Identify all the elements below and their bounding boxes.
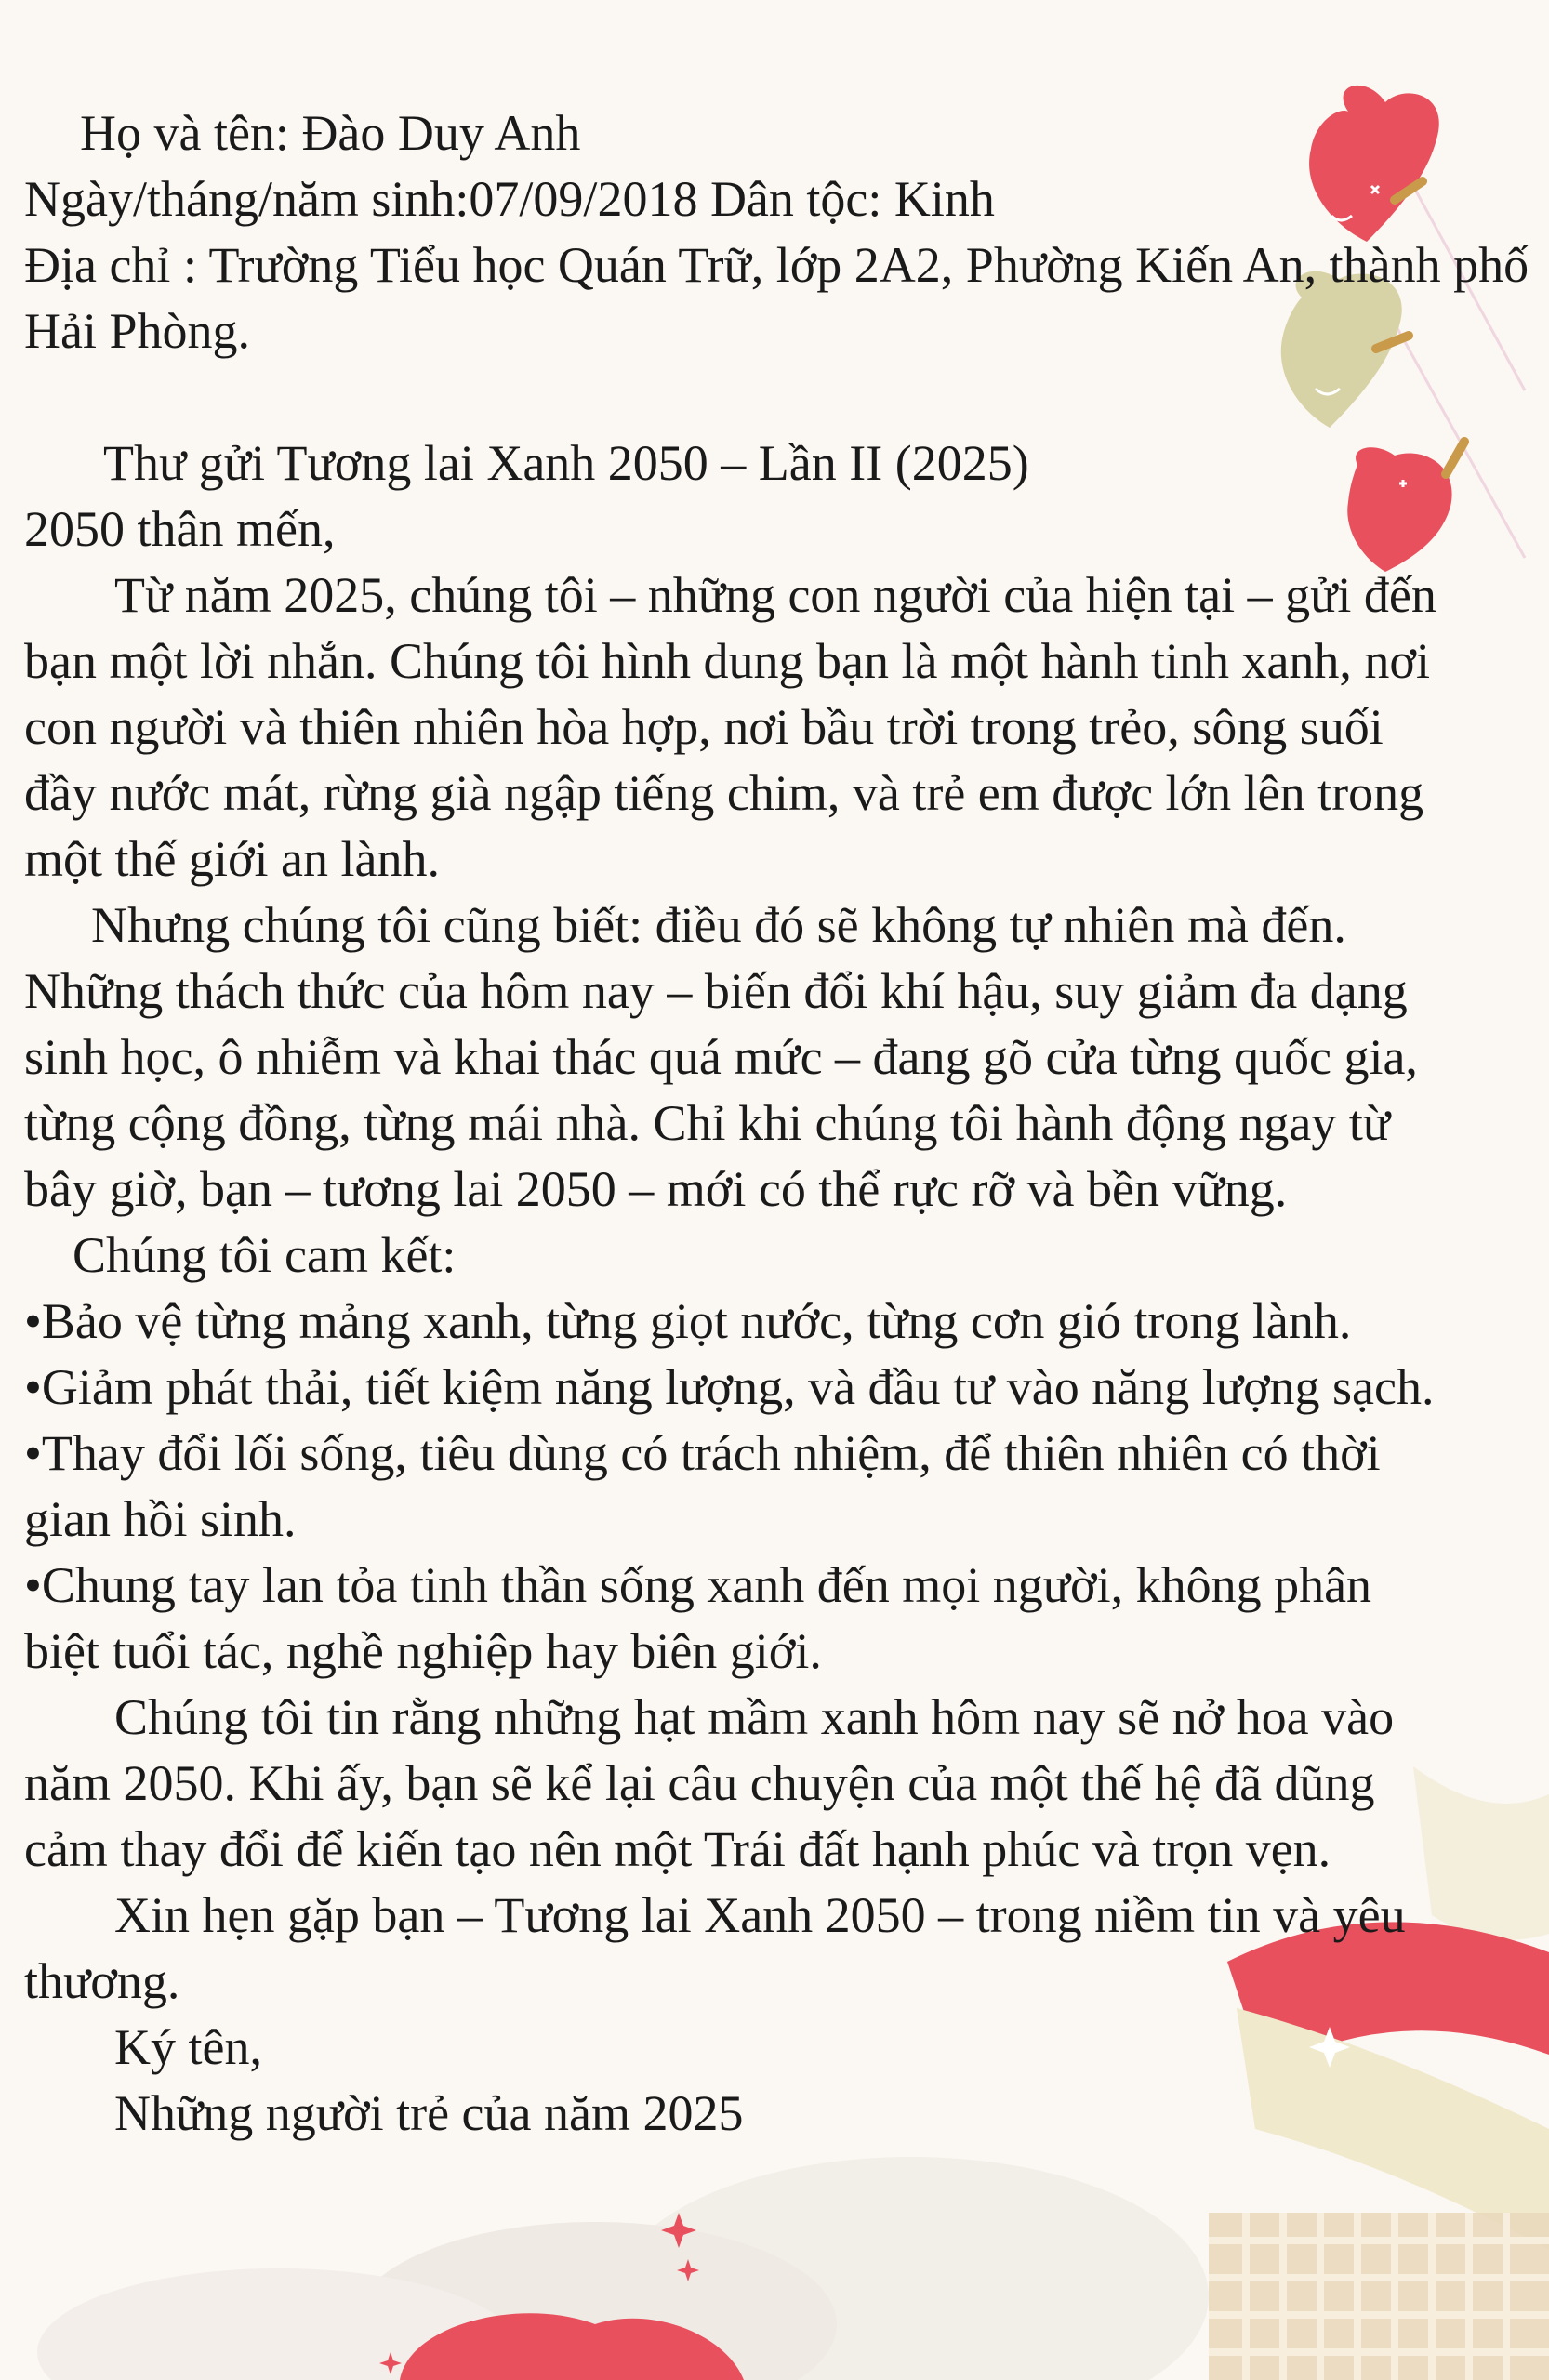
paragraph-line: Những thách thức của hôm nay – biến đổi khí hậu, suy giảm đa dạng	[24, 963, 1408, 1019]
birth-line: Ngày/tháng/năm sinh:07/09/2018 Dân tộc: Kinh	[24, 171, 995, 227]
bullet-item: •Chung tay lan tỏa tinh thần sống xanh đến mọi người, không phân	[24, 1557, 1372, 1613]
bullet-item: •Thay đổi lối sống, tiêu dùng có trách nhiệm, để thiên nhiên có thời	[24, 1425, 1381, 1481]
signature-label: Ký tên,	[114, 2019, 262, 2075]
address-line: Hải Phòng.	[24, 303, 250, 359]
paragraph-line: đầy nước mát, rừng già ngập tiếng chim, và trẻ em được lớn lên trong	[24, 765, 1424, 821]
letter-text	[24, 100, 1549, 2147]
greeting: 2050 thân mến,	[24, 501, 336, 557]
paragraph-line: một thế giới an lành.	[24, 831, 440, 887]
bullet-item: •Giảm phát thải, tiết kiệm năng lượng, và đầu tư vào năng lượng sạch.	[24, 1359, 1435, 1415]
paragraph-line: Từ năm 2025, chúng tôi – những con người của hiện tại – gửi đến	[114, 567, 1436, 623]
bottom-decoration	[37, 2157, 1209, 2380]
paragraph-line: Chúng tôi tin rằng những hạt mầm xanh hôm nay sẽ nở hoa vào	[114, 1689, 1395, 1745]
commit-intro: Chúng tôi cam kết:	[73, 1227, 457, 1283]
paragraph-line: sinh học, ô nhiễm và khai thác quá mức – đang gõ cửa từng quốc gia,	[24, 1029, 1418, 1085]
bullet-item: biệt tuổi tác, nghề nghiệp hay biên giới.	[24, 1623, 822, 1679]
paragraph-line: Nhưng chúng tôi cũng biết: điều đó sẽ không tự nhiên mà đến.	[91, 897, 1346, 953]
signature-name: Những người trẻ của năm 2025	[114, 2085, 744, 2141]
paragraph-line: thương.	[24, 1953, 180, 2009]
paragraph-line: bạn một lời nhắn. Chúng tôi hình dung bạn là một hành tinh xanh, nơi	[24, 633, 1430, 689]
paragraph-line: từng cộng đồng, từng mái nhà. Chỉ khi chúng tôi hành động ngay từ	[24, 1095, 1391, 1151]
paragraph-line: bây giờ, bạn – tương lai 2050 – mới có thể rực rỡ và bền vững.	[24, 1161, 1288, 1217]
paragraph-line: cảm thay đổi để kiến tạo nên một Trái đất hạnh phúc và trọn vẹn.	[24, 1821, 1331, 1877]
name-line: Họ và tên: Đào Duy Anh	[80, 105, 581, 161]
paragraph-line: năm 2050. Khi ấy, bạn sẽ kể lại câu chuyện của một thế hệ đã dũng	[24, 1755, 1375, 1811]
bullet-item: gian hồi sinh.	[24, 1491, 297, 1547]
bullet-item: •Bảo vệ từng mảng xanh, từng giọt nước, từng cơn gió trong lành.	[24, 1293, 1352, 1349]
letter-title: Thư gửi Tương lai Xanh 2050 – Lần II (2025)	[103, 435, 1029, 491]
address-line: Địa chỉ : Trường Tiểu học Quán Trữ, lớp 2A2, Phường Kiến An, thành phố	[24, 237, 1529, 293]
paragraph-line: con người và thiên nhiên hòa hợp, nơi bầu trời trong trẻo, sông suối	[24, 699, 1384, 755]
paragraph-line: Xin hẹn gặp bạn – Tương lai Xanh 2050 – trong niềm tin và yêu	[114, 1887, 1406, 1943]
